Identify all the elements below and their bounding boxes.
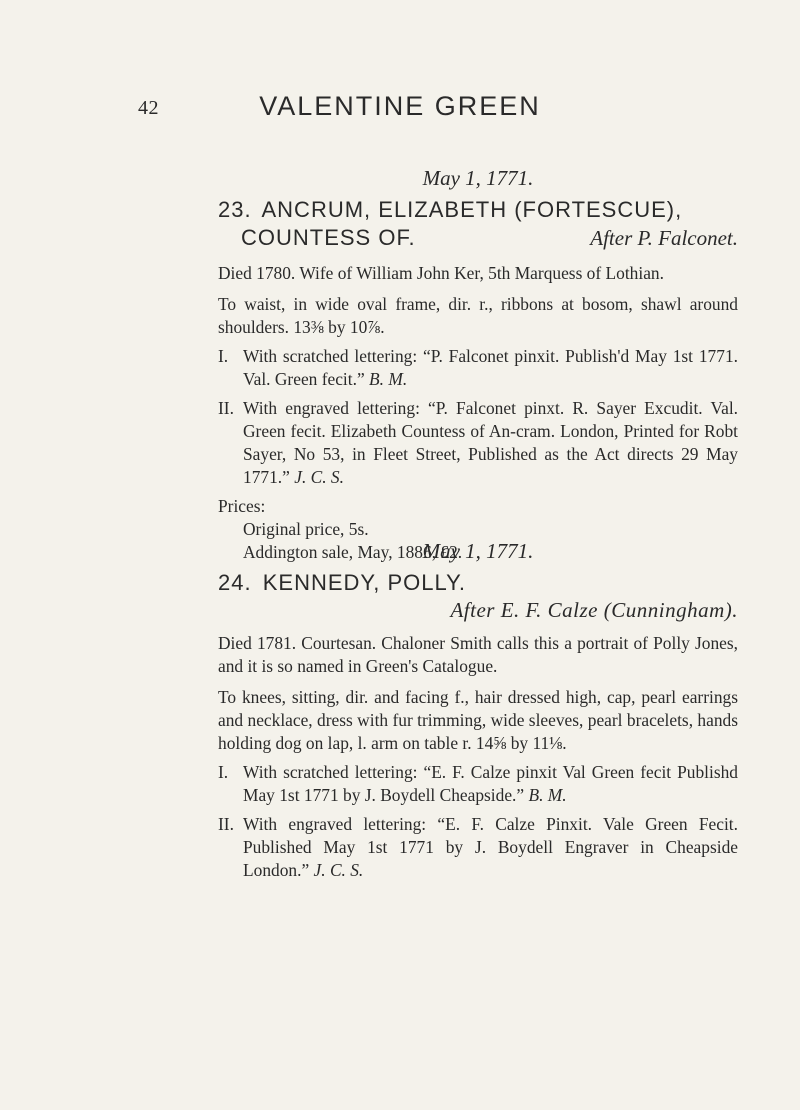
entry-heading <box>218 196 738 224</box>
running-head <box>0 91 800 137</box>
entry-heading <box>218 569 738 597</box>
page-number: 42 <box>138 97 159 119</box>
entry-title-line2: COUNTESS OF. <box>241 225 416 250</box>
state-item <box>218 761 738 807</box>
state-text: With scratched lettering: “E. F. Calze pinxit Val Green fecit Publishd May 1st 1771 by J. Boydell Cheapside.” <box>243 762 738 805</box>
state-item <box>218 345 738 391</box>
entry-number: 23. <box>218 197 252 222</box>
entry-title-line1: KENNEDY, POLLY. <box>262 570 467 595</box>
state-source: B. M. <box>369 369 408 389</box>
state-source: J. C. S. <box>294 467 344 487</box>
entry-died: Died 1780. Wife of William John Ker, 5th Marquess of Lothian. <box>218 263 664 283</box>
price-item: Addington sale, May, 1886, £2. <box>243 542 463 562</box>
entry-date: May 1, 1771. <box>422 539 534 563</box>
prices-label: Prices: <box>218 496 266 516</box>
running-title: VALENTINE GREEN <box>259 91 541 121</box>
entry-description: To waist, in wide oval frame, dir. r., ribbons at bosom, shawl around shoulders. 13⅜ by 10⅞. <box>218 294 738 337</box>
state-source: B. M. <box>528 785 567 805</box>
entry-heading-line2 <box>218 224 738 252</box>
state-text: With engraved lettering: “P. Falconet pinxt. R. Sayer Excudit. Val. Green fecit. Elizabeth Countess of An-cram. London, Printed for Robt Sayer, No 53, in Fleet Street, Published as the Act directs 29 May 1771.” <box>243 398 738 487</box>
catalogue-entry-24 <box>218 540 738 882</box>
entry-date: May 1, 1771. <box>422 166 534 190</box>
state-item <box>218 397 738 489</box>
entry-after-artist: After E. F. Calze (Cunningham). <box>450 598 738 622</box>
state-text: With scratched lettering: “P. Falconet pinxit. Publish'd May 1st 1771. Val. Green fecit.” <box>243 346 738 389</box>
state-number: II. <box>218 398 234 418</box>
entry-number: 24. <box>218 570 252 595</box>
entry-description: To knees, sitting, dir. and facing f., hair dressed high, cap, pearl earrings and necklace, dress with fur trimming, wide sleeves, pearl bracelets, hands holding dog on lap, l. arm on table r. 14⅝ by 11⅛. <box>218 687 738 753</box>
state-text: With engraved lettering: “E. F. Calze Pinxit. Vale Green Fecit. Published May 1st 1771 by J. Boydell Engraver in Cheapside London.” <box>243 814 738 880</box>
price-item: Original price, 5s. <box>243 519 369 539</box>
entry-died: Died 1781. Courtesan. Chaloner Smith calls this a portrait of Polly Jones, and it is so named in Green's Catalogue. <box>218 633 738 676</box>
state-number: I. <box>218 346 229 366</box>
state-number: II. <box>218 814 234 834</box>
state-source: J. C. S. <box>313 860 364 880</box>
catalogue-entry-23 <box>218 167 738 564</box>
entry-after-artist: After P. Falconet. <box>590 226 738 250</box>
state-item <box>218 813 738 882</box>
entry-title-line1: ANCRUM, ELIZABETH (FORTESCUE), <box>261 197 683 222</box>
state-number: I. <box>218 762 229 782</box>
